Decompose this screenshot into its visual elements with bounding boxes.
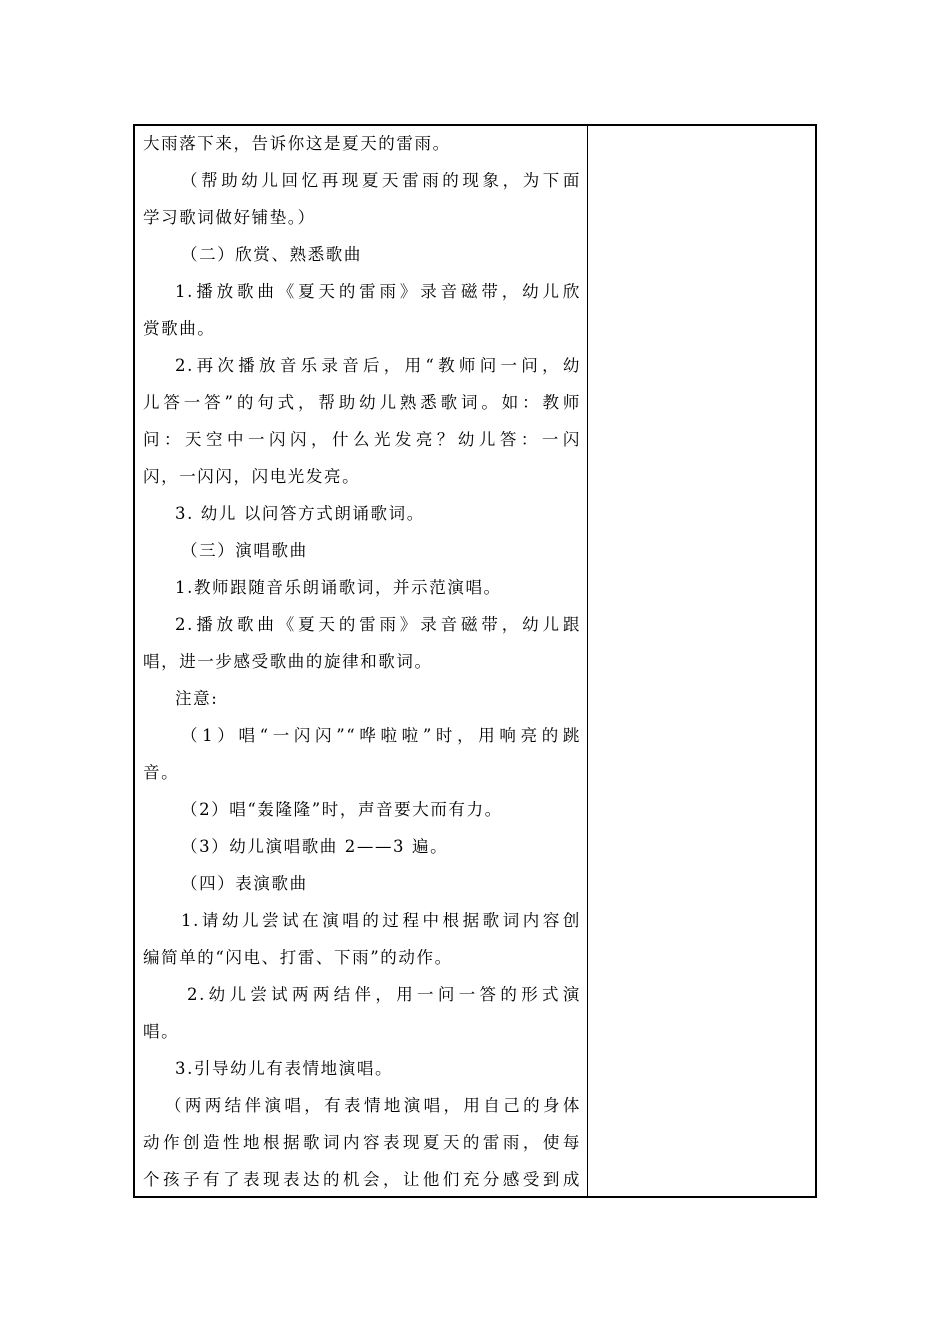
text-line: （1）唱“一闪闪”“哗啦啦”时，用响亮的跳 — [181, 726, 581, 745]
section-heading: （三）演唱歌曲 — [181, 541, 308, 560]
text-line: 3. 幼儿 以问答方式朗诵歌词。 — [175, 504, 425, 523]
text-line: 闪，一闪闪，闪电光发亮。 — [143, 467, 361, 486]
section-heading: （二）欣赏、熟悉歌曲 — [181, 245, 362, 264]
text-line: （帮助幼儿回忆再现夏天雷雨的现象，为下面 — [181, 171, 581, 190]
text-line: 编简单的“闪电、打雷、下雨”的动作。 — [143, 948, 453, 967]
text-line: （两两结伴演唱，有表情地演唱，用自己的身体 — [165, 1096, 581, 1115]
text-line: 3.引导幼儿有表情地演唱。 — [175, 1059, 394, 1078]
text-line: 个孩子有了表现表达的机会，让他们充分感受到成 — [143, 1170, 581, 1189]
section-heading: （四）表演歌曲 — [181, 874, 308, 893]
text-line: 学习歌词做好铺垫。） — [143, 208, 316, 227]
text-line: 2.播放歌曲《夏天的雷雨》录音磁带，幼儿跟 — [175, 615, 581, 634]
text-line: 1.教师跟随音乐朗诵歌词，并示范演唱。 — [175, 578, 502, 597]
text-line: 1.播放歌曲《夏天的雷雨》录音磁带，幼儿欣 — [175, 282, 581, 301]
text-line: 动作创造性地根据歌词内容表现夏天的雷雨，使每 — [143, 1133, 581, 1152]
text-line: （3）幼儿演唱歌曲 2——3 遍。 — [181, 837, 449, 856]
activity-process-cell — [143, 126, 581, 1196]
text-line: 2.幼儿尝试两两结伴，用一问一答的形式演 — [187, 985, 581, 1004]
text-line: 唱。 — [143, 1022, 180, 1041]
text-line: 音。 — [143, 763, 180, 782]
text-line: （2）唱“轰隆隆”时，声音要大而有力。 — [181, 800, 503, 819]
text-line: 大雨落下来，告诉你这是夏天的雷雨。 — [143, 134, 451, 153]
text-line: 1.请幼儿尝试在演唱的过程中根据歌词内容创 — [181, 911, 581, 930]
notes-cell — [588, 126, 815, 1196]
text-line: 注意: — [175, 689, 219, 708]
text-line: 2.再次播放音乐录音后，用“教师问一问，幼 — [175, 356, 581, 375]
lesson-table — [133, 124, 817, 1198]
text-line: 唱，进一步感受歌曲的旋律和歌词。 — [143, 652, 433, 671]
text-line: 问：天空中一闪闪，什么光发亮？幼儿答：一闪 — [143, 430, 581, 449]
text-line: 赏歌曲。 — [143, 319, 216, 338]
text-line: 儿答一答”的句式，帮助幼儿熟悉歌词。如：教师 — [143, 393, 581, 412]
